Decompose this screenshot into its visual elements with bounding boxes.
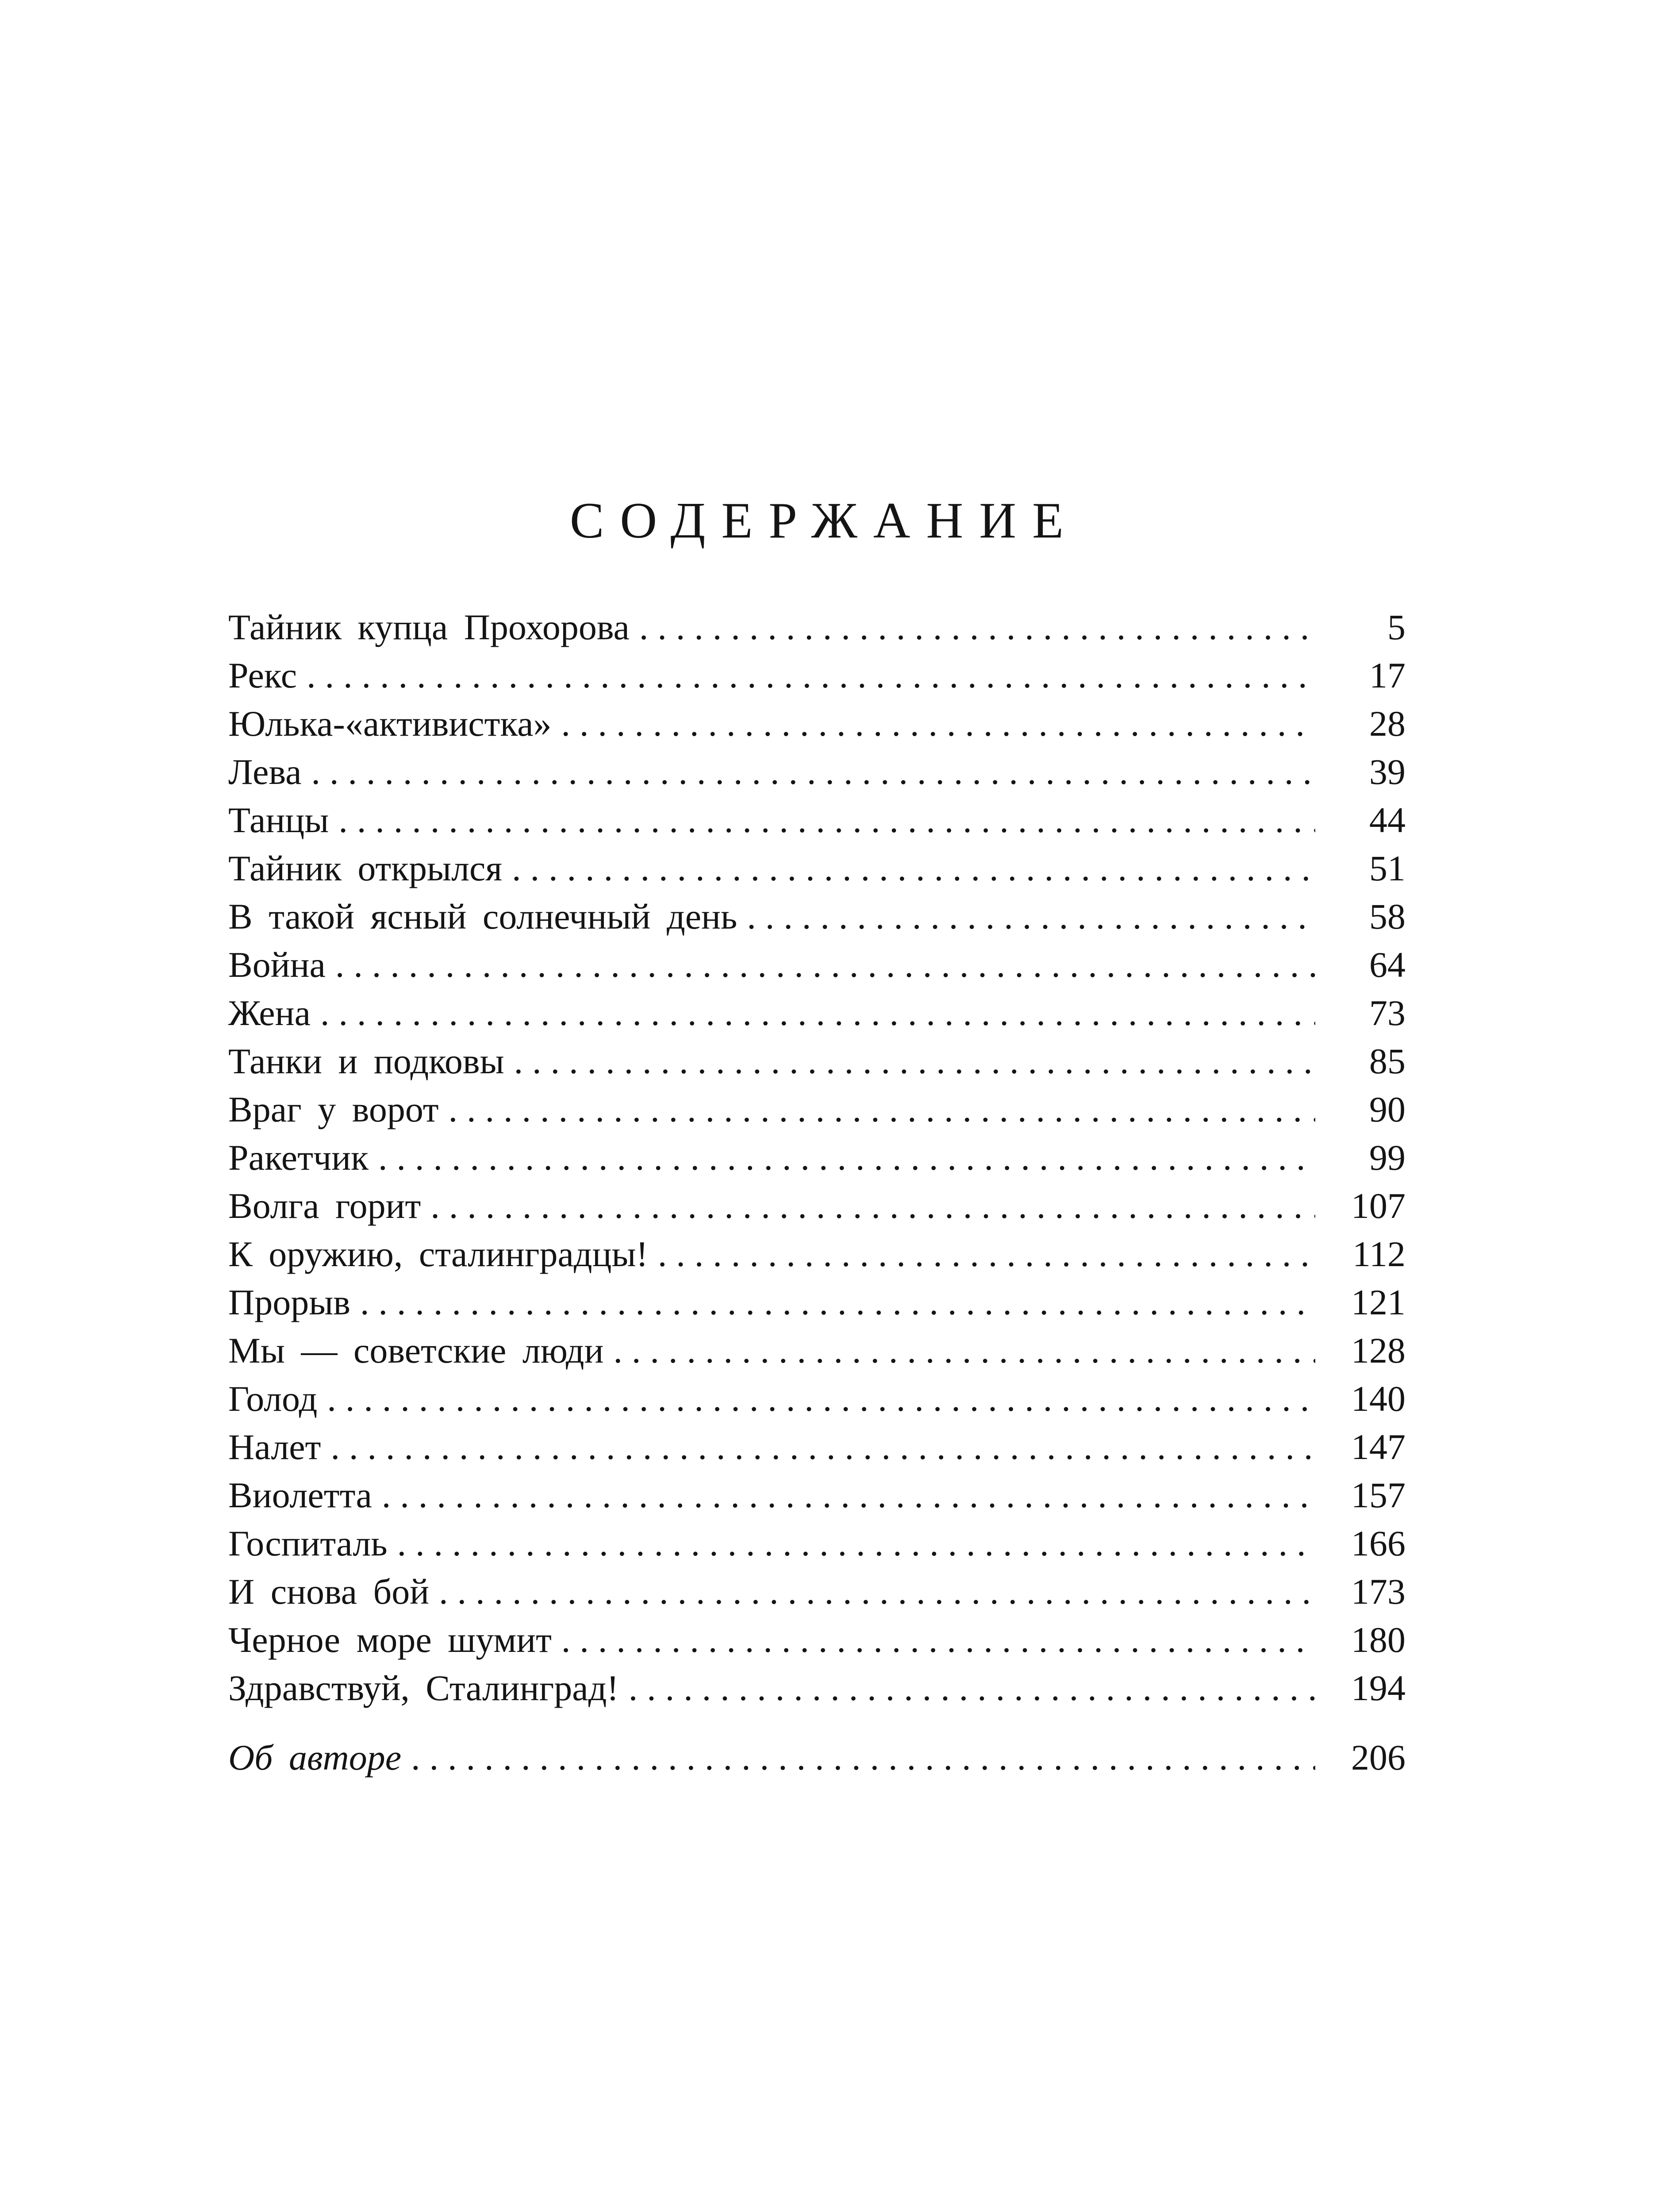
dot-leader: [360, 1278, 1315, 1326]
dot-leader: [378, 1133, 1315, 1182]
toc-entry: [228, 1278, 1406, 1326]
dot-leader: [658, 1230, 1315, 1278]
toc-entry: [228, 1423, 1406, 1471]
toc-entry: [228, 1133, 1406, 1182]
dot-leader: [639, 603, 1315, 651]
toc-entry-page: 180: [1351, 1620, 1406, 1660]
dot-leader: [629, 1664, 1315, 1712]
dot-leader: [382, 1471, 1315, 1519]
toc-entry: [228, 603, 1406, 651]
toc-entry: [228, 941, 1406, 989]
toc-entry-title: Ракетчик: [228, 1137, 369, 1178]
toc-entry-page: 64: [1369, 945, 1406, 985]
toc-entry: [228, 651, 1406, 699]
dot-leader: [449, 1085, 1315, 1133]
toc-entry: [228, 1037, 1406, 1085]
toc-entry-title: В такой ясный солнечный день: [228, 896, 737, 937]
dot-leader: [335, 941, 1315, 989]
toc-entry: [228, 1375, 1406, 1423]
toc-entry-page: 5: [1387, 607, 1406, 648]
dot-leader: [439, 1567, 1315, 1616]
toc-entry: [228, 1471, 1406, 1519]
toc-entry-title: Здравствуй, Сталинград!: [228, 1668, 619, 1709]
toc-entry-page: 173: [1351, 1571, 1406, 1612]
toc-entry-page: 51: [1369, 848, 1406, 889]
toc-entry: [228, 1085, 1406, 1133]
toc-list: [228, 603, 1406, 1782]
toc-entry-title: Волга горит: [228, 1186, 421, 1226]
dot-leader: [614, 1326, 1315, 1375]
toc-entry-page: 44: [1369, 800, 1406, 841]
toc-entry: [228, 989, 1406, 1037]
dot-leader: [512, 844, 1315, 892]
toc-entry-title: Налет: [228, 1427, 321, 1467]
toc-entry: [228, 796, 1406, 844]
dot-leader: [311, 748, 1315, 796]
toc-entry-page: 157: [1351, 1475, 1406, 1516]
toc-entry-page: 147: [1351, 1427, 1406, 1467]
toc-entry-title: К оружию, сталинградцы!: [228, 1234, 648, 1275]
toc-entry: [228, 844, 1406, 892]
dot-leader: [397, 1519, 1315, 1567]
page-title: СОДЕРЖАНИЕ: [570, 492, 1079, 549]
toc-entry-page: 58: [1369, 896, 1406, 937]
dot-leader: [561, 699, 1315, 748]
toc-entry-page: 39: [1369, 752, 1406, 792]
toc-entry-page: 28: [1369, 703, 1406, 744]
toc-entry-title: И снова бой: [228, 1571, 430, 1612]
toc-entry-title: Прорыв: [228, 1282, 351, 1323]
dot-leader: [514, 1037, 1315, 1085]
toc-entry: [228, 1664, 1406, 1712]
dot-leader: [411, 1733, 1315, 1782]
toc-entry-page: 140: [1351, 1379, 1406, 1419]
toc-entry-title: Война: [228, 945, 326, 985]
toc-entry-page: 73: [1369, 993, 1406, 1033]
dot-leader: [338, 796, 1315, 844]
toc-entry-page: 112: [1352, 1234, 1406, 1275]
toc-entry-title: Юлька-«активистка»: [228, 703, 552, 744]
dot-leader: [747, 892, 1315, 941]
toc-entry: [228, 1733, 1406, 1782]
dot-leader: [330, 1423, 1315, 1471]
toc-entry-title: Танцы: [228, 800, 329, 841]
toc-entry-title: Тайник открылся: [228, 848, 503, 889]
toc-entry-title: Виолетта: [228, 1475, 372, 1516]
toc-entry-page: 107: [1351, 1186, 1406, 1226]
toc-entry: [228, 748, 1406, 796]
toc-entry-title: Об авторе: [228, 1737, 402, 1778]
dot-leader: [307, 651, 1315, 699]
toc-entry: [228, 1616, 1406, 1664]
toc-entry: [228, 699, 1406, 748]
toc-entry-title: Танки и подковы: [228, 1041, 504, 1082]
toc-entry-title: Госпиталь: [228, 1523, 388, 1564]
toc-entry-title: Рекс: [228, 655, 297, 696]
dot-leader: [327, 1375, 1315, 1423]
toc-entry-title: Мы — советские люди: [228, 1330, 604, 1371]
toc-entry-page: 121: [1351, 1282, 1406, 1323]
toc-entry-title: Тайник купца Прохорова: [228, 607, 630, 648]
toc-entry-title: Жена: [228, 993, 311, 1033]
toc-entry-page: 206: [1351, 1737, 1406, 1778]
toc-entry-page: 128: [1351, 1330, 1406, 1371]
toc-entry-page: 99: [1369, 1137, 1406, 1178]
dot-leader: [430, 1182, 1315, 1230]
toc-entry: [228, 1230, 1406, 1278]
toc-entry-page: 90: [1369, 1089, 1406, 1130]
toc-entry: [228, 892, 1406, 941]
toc-entry: [228, 1567, 1406, 1616]
toc-entry: [228, 1182, 1406, 1230]
toc-entry-page: 194: [1351, 1668, 1406, 1709]
toc-entry-title: Лева: [228, 752, 302, 792]
dot-leader: [320, 989, 1315, 1037]
dot-leader: [561, 1616, 1315, 1664]
toc-entry-title: Черное море шумит: [228, 1620, 552, 1660]
toc-entry-title: Враг у ворот: [228, 1089, 439, 1130]
toc-entry-page: 17: [1369, 655, 1406, 696]
toc-entry-page: 85: [1369, 1041, 1406, 1082]
toc-entry-page: 166: [1351, 1523, 1406, 1564]
toc-entry-title: Голод: [228, 1379, 318, 1419]
toc-entry: [228, 1519, 1406, 1567]
toc-entry: [228, 1326, 1406, 1375]
